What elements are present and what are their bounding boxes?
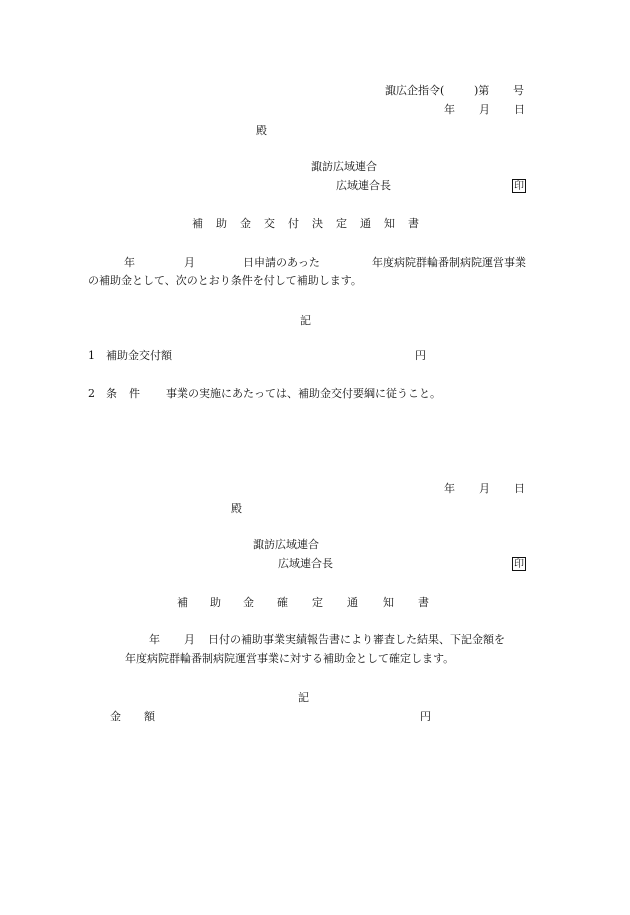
date-day: 日 xyxy=(514,103,525,116)
body-text-end: 日付の補助事業実績報告書により審査した結果、下記金額を xyxy=(208,633,505,646)
body-text-line2: 年度病院群輪番制病院運営事業に対する補助金として確定します。 xyxy=(125,652,455,665)
issuer-title: 広域連合長 xyxy=(336,179,391,192)
item-2-label-a: 条 xyxy=(106,387,117,400)
addressee-dono: 殿 xyxy=(231,502,242,515)
title-char: 書 xyxy=(408,217,419,230)
body-year: 年 xyxy=(124,256,135,269)
seal-stamp: 印 xyxy=(514,181,524,192)
title-char: 書 xyxy=(418,596,429,609)
ki-heading: 記 xyxy=(298,691,309,704)
body-month: 月 xyxy=(184,633,195,646)
body-text-end: 年度病院群輪番制病院運営事業 xyxy=(372,256,526,269)
amount-yen: 円 xyxy=(420,710,431,723)
title-char: 補 xyxy=(192,217,203,230)
body-text-mid: 日申請のあった xyxy=(243,256,320,269)
title-char: 知 xyxy=(384,217,395,230)
item-1-yen: 円 xyxy=(415,349,426,362)
addressee-dono: 殿 xyxy=(256,124,267,137)
item-1-label: 補助金交付額 xyxy=(106,349,172,362)
item-2-label-b: 件 xyxy=(129,387,140,400)
title-char: 金 xyxy=(240,217,251,230)
title-char: 交 xyxy=(264,217,275,230)
date-day: 日 xyxy=(514,482,525,495)
seal-stamp: 印 xyxy=(514,559,524,570)
issuer-organization: 諏訪広域連合 xyxy=(253,538,319,551)
title-char: 定 xyxy=(312,596,323,609)
title-char: 補 xyxy=(177,596,188,609)
body-text-line2: の補助金として、次のとおり条件を付して補助します。 xyxy=(88,274,362,287)
amount-label-a: 金 xyxy=(110,710,121,723)
issuer-title: 広域連合長 xyxy=(278,557,333,570)
body-year: 年 xyxy=(149,633,160,646)
title-char: 通 xyxy=(360,217,371,230)
amount-label-b: 額 xyxy=(144,710,155,723)
reference-number-dai: )第 xyxy=(474,84,490,97)
ki-heading: 記 xyxy=(300,314,311,327)
issuer-organization: 諏訪広域連合 xyxy=(311,160,377,173)
date-year: 年 xyxy=(444,482,455,495)
title-char: 決 xyxy=(312,217,323,230)
title-char: 金 xyxy=(243,596,254,609)
item-2-number: 2 xyxy=(88,387,95,400)
item-1-number: 1 xyxy=(88,349,95,362)
title-char: 付 xyxy=(288,217,299,230)
reference-number-prefix: 諏広企指令( xyxy=(385,84,445,97)
title-char: 通 xyxy=(347,596,358,609)
title-char: 定 xyxy=(336,217,347,230)
title-char: 知 xyxy=(383,596,394,609)
date-month: 月 xyxy=(479,482,490,495)
item-2-text: 事業の実施にあたっては、補助金交付要綱に従うこと。 xyxy=(166,387,441,400)
title-char: 助 xyxy=(216,217,227,230)
date-year: 年 xyxy=(444,103,455,116)
reference-number-go: 号 xyxy=(513,84,524,97)
body-month: 月 xyxy=(184,256,195,269)
title-char: 確 xyxy=(277,596,288,609)
title-char: 助 xyxy=(210,596,221,609)
date-month: 月 xyxy=(479,103,490,116)
